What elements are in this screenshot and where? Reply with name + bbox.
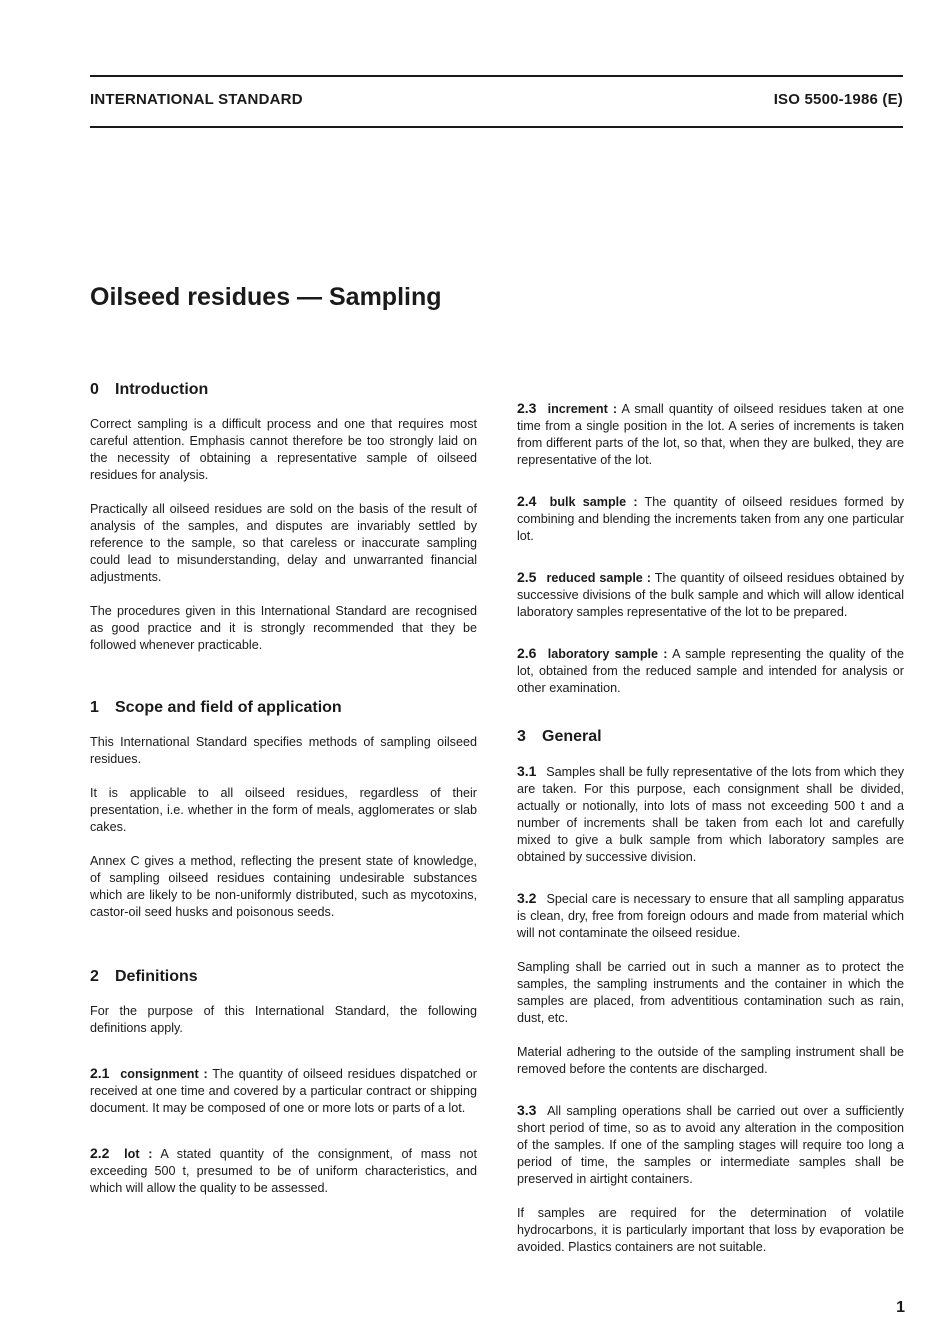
clause-number: 3.2 [517, 890, 537, 906]
clause-number: 3.1 [517, 763, 537, 779]
section-number: 2 [90, 968, 99, 985]
scope-paragraph-2: It is applicable to all oilseed residues, regardless of their presentation, i.e. whether in the form of meals, agglomerates or slab cakes. [90, 786, 477, 834]
definition-term: consignment : [120, 1067, 208, 1081]
section-1-heading [90, 698, 477, 718]
section-number: 1 [90, 699, 99, 716]
section-0-heading [90, 380, 477, 400]
definition-term: laboratory sample : [547, 647, 668, 661]
definition-2-2 [90, 1145, 477, 1197]
header-standard-type: INTERNATIONAL STANDARD [90, 91, 303, 108]
clause-3-3 [517, 1102, 904, 1188]
clause-number: 3.3 [517, 1102, 537, 1118]
definition-text: The quantity of oilseed residues obtained by successive divisions of the bulk sample and which will allow identical laboratory samples representative of the lot to be prepared. [517, 571, 904, 619]
left-column [90, 380, 477, 1214]
definition-text: A small quantity of oilseed residues taken at one time from a single position in the lot. A series of increments is taken from different parts of the lot, so that, when they are bulked, they are representative of the lot. [517, 402, 904, 467]
definition-term: reduced sample : [546, 571, 651, 585]
right-column [517, 400, 904, 1273]
scope-paragraph-1: This International Standard specifies methods of sampling oilseed residues. [90, 735, 477, 766]
definition-number: 2.1 [90, 1065, 110, 1081]
clause-3-3-paragraph-2: If samples are required for the determination of volatile hydrocarbons, it is particularly important that loss by evaporation be avoided. Plastics containers are not suitable. [517, 1206, 904, 1254]
document-title: Oilseed residues — Sampling [90, 283, 442, 311]
definition-term: increment : [547, 402, 618, 416]
definition-2-4 [517, 493, 904, 545]
section-title: Introduction [115, 381, 209, 398]
header-rule-top [90, 75, 903, 77]
section-title: Scope and field of application [115, 699, 342, 716]
clause-3-2-paragraph-3: Material adhering to the outside of the sampling instrument shall be removed before the contents are discharged. [517, 1045, 904, 1076]
section-title: Definitions [115, 968, 198, 985]
definition-text: A stated quantity of the consignment, of mass not exceeding 500 t, presumed to be of uniform characteristics, and which will allow the quality to be assessed. [90, 1147, 477, 1195]
definition-number: 2.2 [90, 1145, 110, 1161]
section-number: 0 [90, 381, 99, 398]
scope-paragraph-3: Annex C gives a method, reflecting the present state of knowledge, of sampling oilseed residues containing undesirable substances which are likely to be non-uniformly distributed, such as mycotoxins, castor-oil seed husks and poisonous seeds. [90, 854, 477, 919]
header-rule-bottom [90, 126, 903, 128]
definition-2-5 [517, 569, 904, 621]
definition-number: 2.4 [517, 493, 537, 509]
clause-3-2-paragraph-2: Sampling shall be carried out in such a manner as to protect the samples, the sampling instruments and the container in which the samples are placed, from adventitious contamination such as rain, dust, etc. [517, 960, 904, 1025]
clause-text: Samples shall be fully representative of the lots from which they are taken. For this purpose, each consignment shall be divided, actually or notionally, into lots of mass not exceeding 500 t and a number of increments shall be taken from each lot and carefully mixed to give a bulk sample from which laboratory samples are obtained by successive division. [517, 765, 905, 864]
definition-2-6 [517, 645, 904, 697]
definition-text: A sample representing the quality of the lot, obtained from the reduced sample and intended for analysis or other examination. [517, 647, 904, 695]
section-3-heading [517, 727, 904, 747]
definition-number: 2.5 [517, 569, 537, 585]
section-number: 3 [517, 728, 526, 745]
clause-3-1 [517, 763, 904, 866]
definition-text: The quantity of oilseed residues dispatched or received at one time and covered by a particular contract or shipping document. It may be composed of one or more lots or parts of a lot. [90, 1067, 477, 1115]
clause-3-2 [517, 890, 904, 942]
definition-term: lot : [124, 1147, 153, 1161]
definition-text: The quantity of oilseed residues formed by combining and blending the increments taken from any one particular lot. [517, 495, 904, 543]
definitions-intro: For the purpose of this International Standard, the following definitions apply. [90, 1004, 477, 1035]
intro-paragraph-1: Correct sampling is a difficult process and one that requires most careful attention. Emphasis cannot therefore be too strongly laid on the necessity of obtaining a representative sample of oilseed residues for analysis. [90, 417, 477, 482]
definition-2-3 [517, 400, 904, 469]
clause-text: Special care is necessary to ensure that all sampling apparatus is clean, dry, free from foreign odours and made from material which will not contaminate the oilseed residue. [517, 892, 904, 940]
section-title: General [542, 728, 602, 745]
page-number: 1 [896, 1299, 905, 1316]
definition-2-1 [90, 1065, 477, 1117]
section-2-heading [90, 967, 477, 987]
definition-number: 2.6 [517, 645, 537, 661]
definition-number: 2.3 [517, 400, 537, 416]
clause-text: All sampling operations shall be carried out over a sufficiently short period of time, so as to avoid any alteration in the composition of the samples. If one of the sampling stages will require too long a period of time, the samples or intermediate samples shall be preserved in airtight containers. [517, 1104, 904, 1186]
intro-paragraph-2: Practically all oilseed residues are sold on the basis of the result of analysis of the samples, and disputes are invariably settled by reference to the sample, so that careless or inaccurate sampling could lead to misunderstanding, delay and unwarranted financial adjustments. [90, 502, 477, 584]
definition-term: bulk sample : [549, 495, 638, 509]
intro-paragraph-3: The procedures given in this International Standard are recognised as good practice and it is strongly recommended that they be followed whenever practicable. [90, 604, 477, 652]
header-standard-number: ISO 5500-1986 (E) [773, 91, 903, 108]
